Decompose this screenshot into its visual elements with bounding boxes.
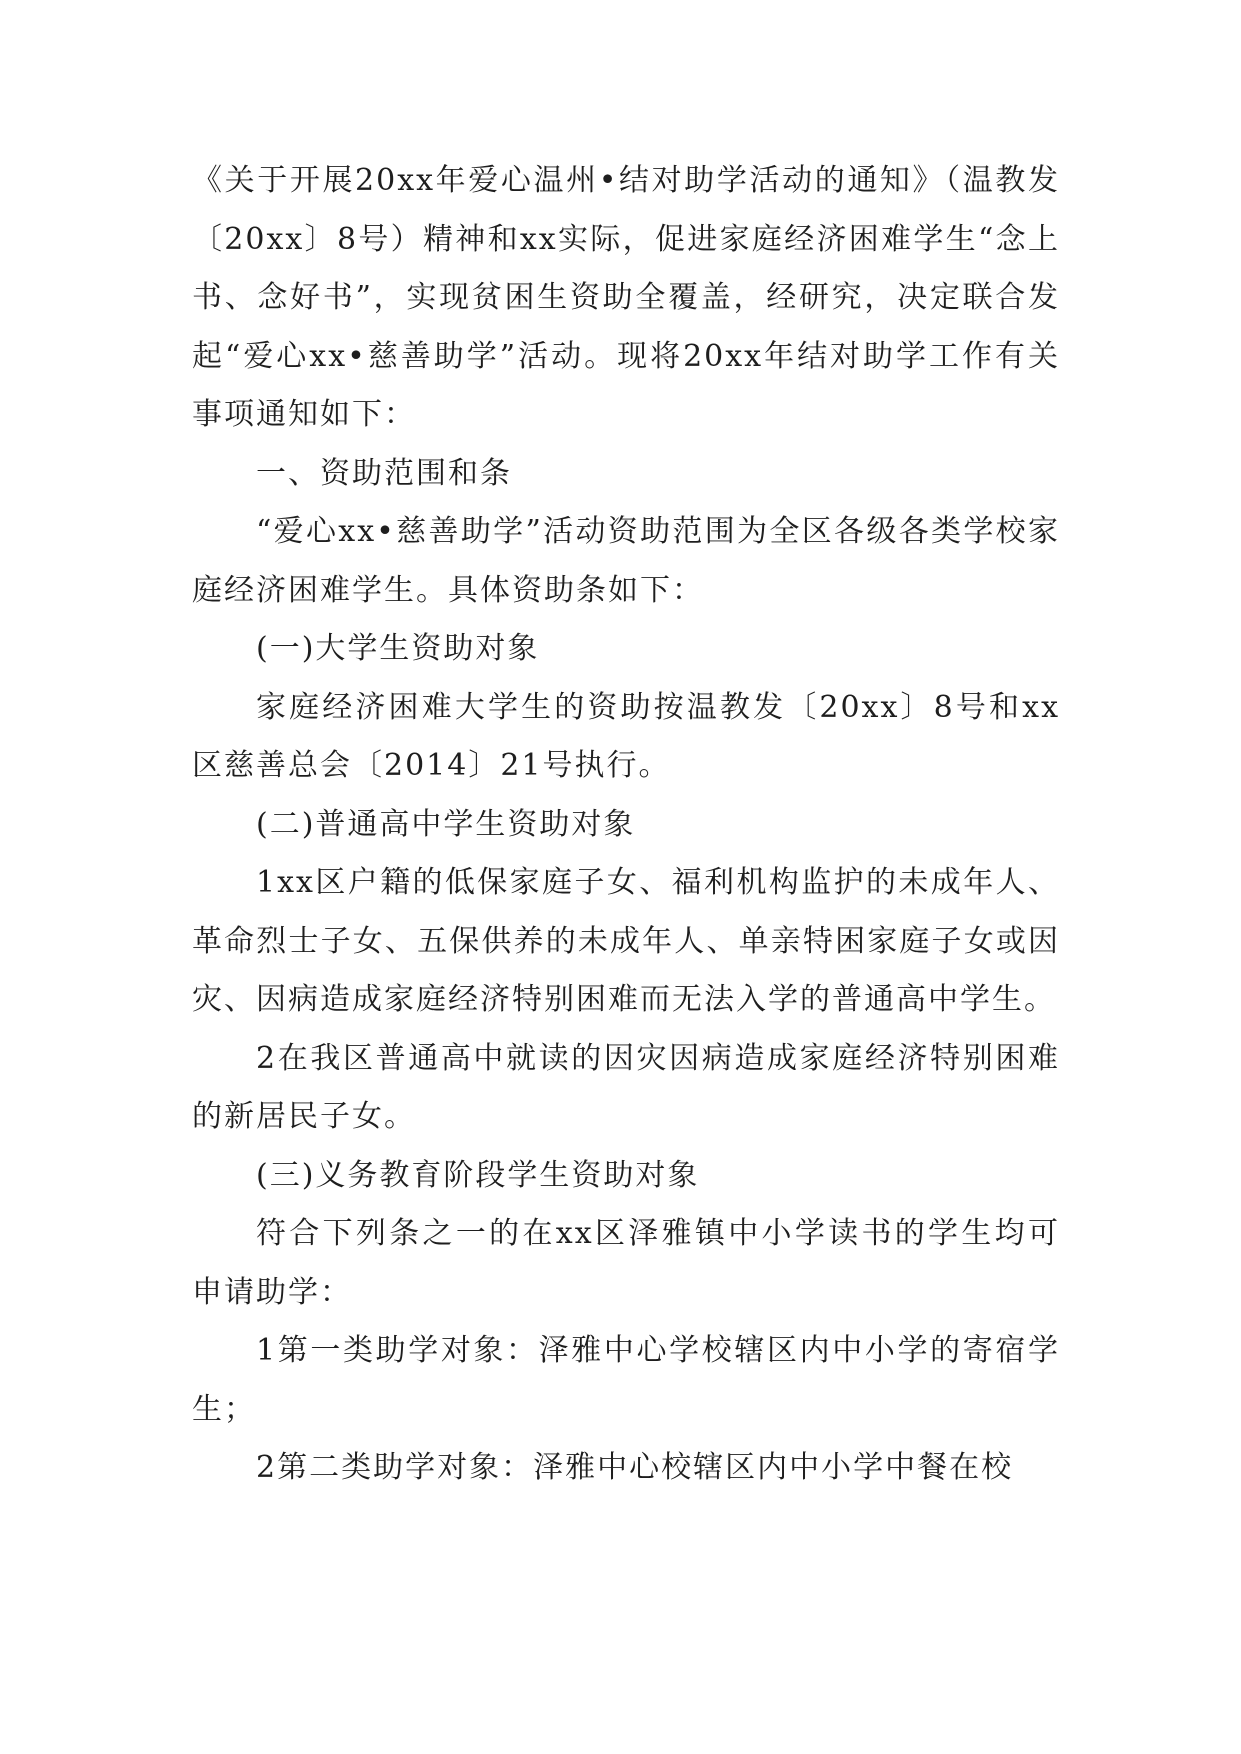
paragraph-intro: 《关于开展20xx年爱心温州•结对助学活动的通知》（温教发〔20xx〕8号）精神和xx实际，促进家庭经济困难学生“念上书、念好书”，实现贫困生资助全覆盖，经研究，决定联合发起“爱心xx•慈善助学”活动。现将20xx年结对助学工作有关事项通知如下： bbox=[192, 163, 1060, 432]
paragraph-compulsory-1: 1第一类助学对象：泽雅中心学校辖区内中小学的寄宿学生； bbox=[192, 1333, 1060, 1427]
paragraph-compulsory-intro: 符合下列条之一的在xx区泽雅镇中小学读书的学生均可申请助学： bbox=[192, 1216, 1060, 1310]
paragraph-compulsory-2: 2第二类助学对象：泽雅中心校辖区内中小学中餐在校 bbox=[256, 1450, 1014, 1485]
section-heading-scope: 一、资助范围和条 bbox=[256, 455, 512, 491]
subheading-university: (一)大学生资助对象 bbox=[256, 631, 540, 666]
subheading-compulsory: (三)义务教育阶段学生资助对象 bbox=[256, 1157, 700, 1193]
paragraph-high-school-1: 1xx区户籍的低保家庭子女、福利机构监护的未成年人、革命烈士子女、五保供养的未成年人、单亲特困家庭子女或因灾、因病造成家庭经济特别困难而无法入学的普通高中学生。 bbox=[192, 865, 1060, 1017]
paragraph-scope: “爱心xx•慈善助学”活动资助范围为全区各级各类学校家庭经济困难学生。具体资助条如下： bbox=[192, 514, 1060, 608]
paragraph-university: 家庭经济困难大学生的资助按温教发〔20xx〕8号和xx区慈善总会〔2014〕21号执行。 bbox=[192, 689, 1060, 783]
subheading-high-school: (二)普通高中学生资助对象 bbox=[256, 806, 636, 842]
paragraph-high-school-2: 2在我区普通高中就读的因灾因病造成家庭经济特别困难的新居民子女。 bbox=[192, 1040, 1060, 1134]
document-body bbox=[192, 152, 1060, 1498]
